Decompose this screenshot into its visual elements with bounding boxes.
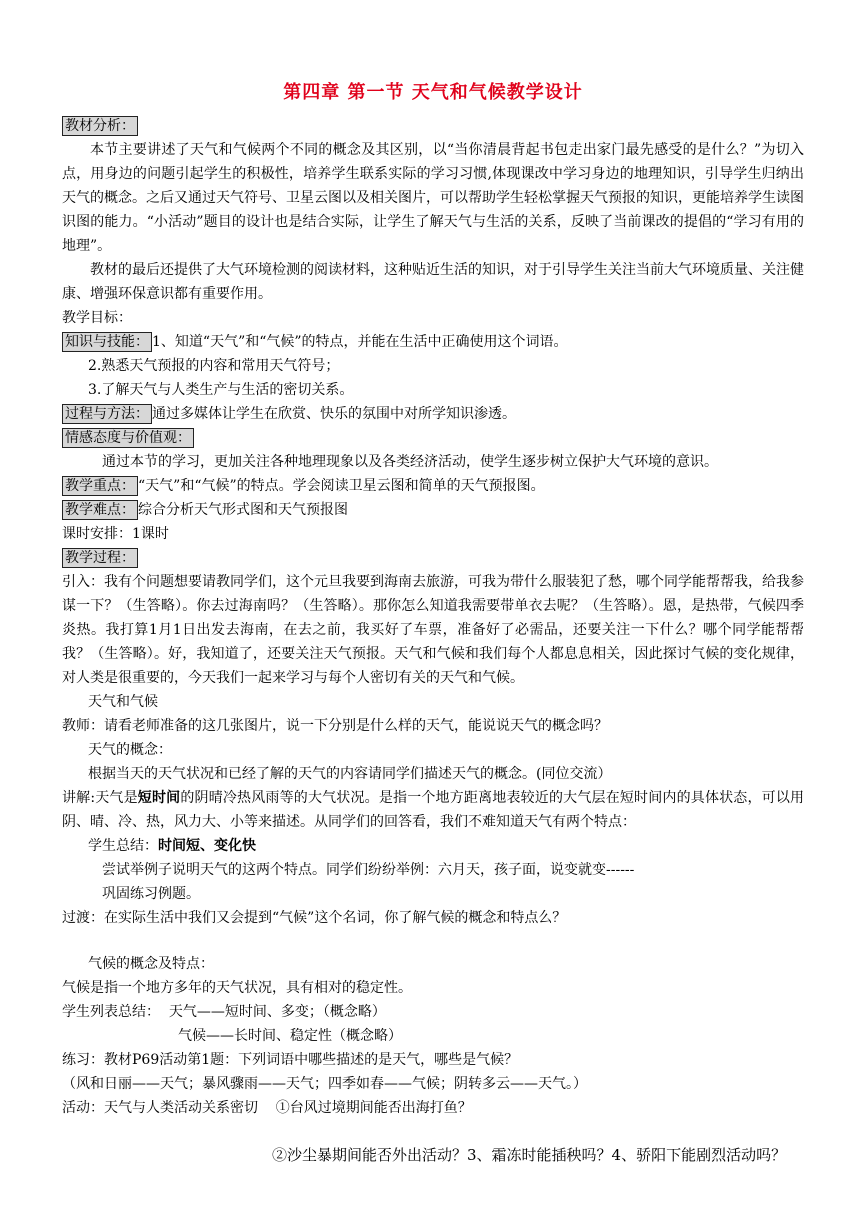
knowledge-item-2: 2.熟悉天气预报的内容和常用天气符号； bbox=[88, 358, 340, 374]
explanation-rest: 的阴晴冷热风雨等的大气状况。是指一个地方距离地表较近的大气层在短时间内的具体状态，可以用阴、晴、冷、热，风力大、小等来描述。从同学们的回答看，我们不难知道天气有两个特点： bbox=[62, 790, 805, 830]
process-method-label: 过程与方法： bbox=[62, 404, 152, 424]
knowledge-item-3: 3.了解天气与人类生产与生活的密切关系。 bbox=[88, 382, 354, 398]
activity-text: 活动：天气与人类活动关系密切 ①台风过境期间能否出海打鱼？ bbox=[62, 1100, 472, 1116]
list-climate: 气候——长时间、稳定性（概念略） bbox=[178, 1028, 402, 1044]
list-summary-row bbox=[62, 1000, 804, 1024]
list-weather: 天气——短时间、多变；（概念略） bbox=[168, 1004, 386, 1020]
weather-concept-heading: 天气的概念： bbox=[88, 742, 172, 758]
blank-line bbox=[62, 1120, 804, 1142]
difficulties-text: 综合分析天气形式图和天气预报图 bbox=[138, 502, 348, 518]
teacher-prompt: 教师：请看老师准备的这几张图片，说一下分别是什么样的天气，能说说天气的概念吗？ bbox=[62, 718, 608, 734]
schedule-text: 1课时 bbox=[132, 526, 169, 542]
document-title: 第四章 第一节 天气和气候教学设计 bbox=[283, 82, 583, 103]
key-points-label: 教学重点： bbox=[62, 476, 138, 496]
explanation-bold: 短时间 bbox=[137, 790, 181, 806]
climate-heading: 气候的概念及特点： bbox=[88, 956, 214, 972]
transition-text: 过渡：在实际生活中我们又会提到“气候”这个名词，你了解气候的概念和特点么？ bbox=[62, 910, 567, 926]
teaching-process-label: 教学过程： bbox=[62, 548, 138, 568]
analysis-paragraph-2: 教材的最后还提供了大气环境检测的阅读材料，这种贴近生活的知识，对于引导学生关注当前大气环境质量、关注健康、增强环保意识都有重要作用。 bbox=[62, 262, 804, 302]
document-body bbox=[62, 114, 804, 1168]
schedule-label: 课时安排： bbox=[62, 526, 132, 542]
analysis-paragraph-1: 本节主要讲述了天气和气候两个不同的概念及其区别，以“当你清晨背起书包走出家门最先感受的是什么？”为切入点，用身边的问题引起学生的积极性，培养学生联系实际的学习习惯,体现课改中学习身边的地理知识，引导学生归纳出天气的概念。之后又通过天气符号、卫星云图以及相关图片，可以帮助学生轻松掌握天气预报的知识，更能培养学生读图识图的能力。“小活动”题目的设计也是结合实际，让学生了解天气与生活的关系，反映了当前课改的提倡的“学习有用的地理”。 bbox=[62, 142, 804, 254]
summary-prefix: 学生总结： bbox=[88, 838, 158, 854]
knowledge-item-1: 1、知道“天气”和“气候”的特点，并能在生活中正确使用这个词语。 bbox=[152, 334, 568, 350]
consolidate-text: 巩固练习例题。 bbox=[102, 886, 200, 902]
difficulties-label: 教学难点： bbox=[62, 500, 138, 520]
activity-continued: ②沙尘暴期间能否外出活动？3、霜冻时能插秧吗？4、骄阳下能剧烈活动吗？ bbox=[272, 1146, 787, 1164]
explanation-paragraph bbox=[62, 786, 804, 834]
weather-concept-task: 根据当天的天气状况和已经了解的天气的内容请同学们描述天气的概念。(同位交流） bbox=[88, 766, 612, 782]
explanation-prefix: 讲解:天气是 bbox=[62, 790, 138, 806]
summary-bold: 时间短、变化快 bbox=[158, 838, 256, 854]
student-summary bbox=[62, 834, 804, 858]
climate-definition: 气候是指一个地方多年的天气状况，具有相对的稳定性。 bbox=[62, 980, 412, 996]
blank-line bbox=[62, 930, 804, 952]
examples-text: 尝试举例子说明天气的这两个特点。同学们纷纷举例：六月天，孩子面，说变就变------ bbox=[102, 862, 635, 878]
analysis-label: 教材分析： bbox=[62, 116, 138, 136]
emotion-label: 情感态度与价值观： bbox=[62, 428, 194, 448]
emotion-text: 通过本节的学习，更加关注各种地理现象以及各类经济活动，使学生逐步树立保护大气环境的意识。 bbox=[102, 454, 718, 470]
key-points-text: “天气”和“气候”的特点。学会阅读卫星云图和简单的天气预报图。 bbox=[138, 478, 545, 494]
knowledge-label: 知识与技能： bbox=[62, 332, 152, 352]
list-summary-label: 学生列表总结： bbox=[62, 1004, 160, 1020]
intro-paragraph: 引入：我有个问题想要请教同学们，这个元旦我要到海南去旅游，可我为带什么服装犯了愁，哪个同学能帮帮我，给我参谋一下？（生答略）。你去过海南吗？（生答略）。那你怎么知道我需要带单衣去呢？（生答略）。恩，是热带，气候四季炎热。我打算1月1日出发去海南，在去之前，我买好了车票，准备好了必需品，还要关注一下什么？哪个同学能帮帮我？（生答略）。好，我知道了，还要关注天气预报。天气和气候和我们每个人都息息相关，因此探讨气候的变化规律，对人类是很重要的，今天我们一起来学习与每个人密切有关的天气和气候。 bbox=[62, 574, 804, 686]
goals-heading: 教学目标： bbox=[62, 310, 132, 326]
exercise-answer: （风和日丽——天气；暴风骤雨——天气；四季如春——气候；阴转多云——天气。） bbox=[62, 1076, 587, 1092]
section-title: 天气和气候 bbox=[88, 694, 158, 710]
exercise-text: 练习：教材P69活动第1题：下列词语中哪些描述的是天气，哪些是气候？ bbox=[62, 1052, 519, 1068]
process-method-text: 通过多媒体让学生在欣赏、快乐的氛围中对所学知识渗透。 bbox=[152, 406, 516, 422]
